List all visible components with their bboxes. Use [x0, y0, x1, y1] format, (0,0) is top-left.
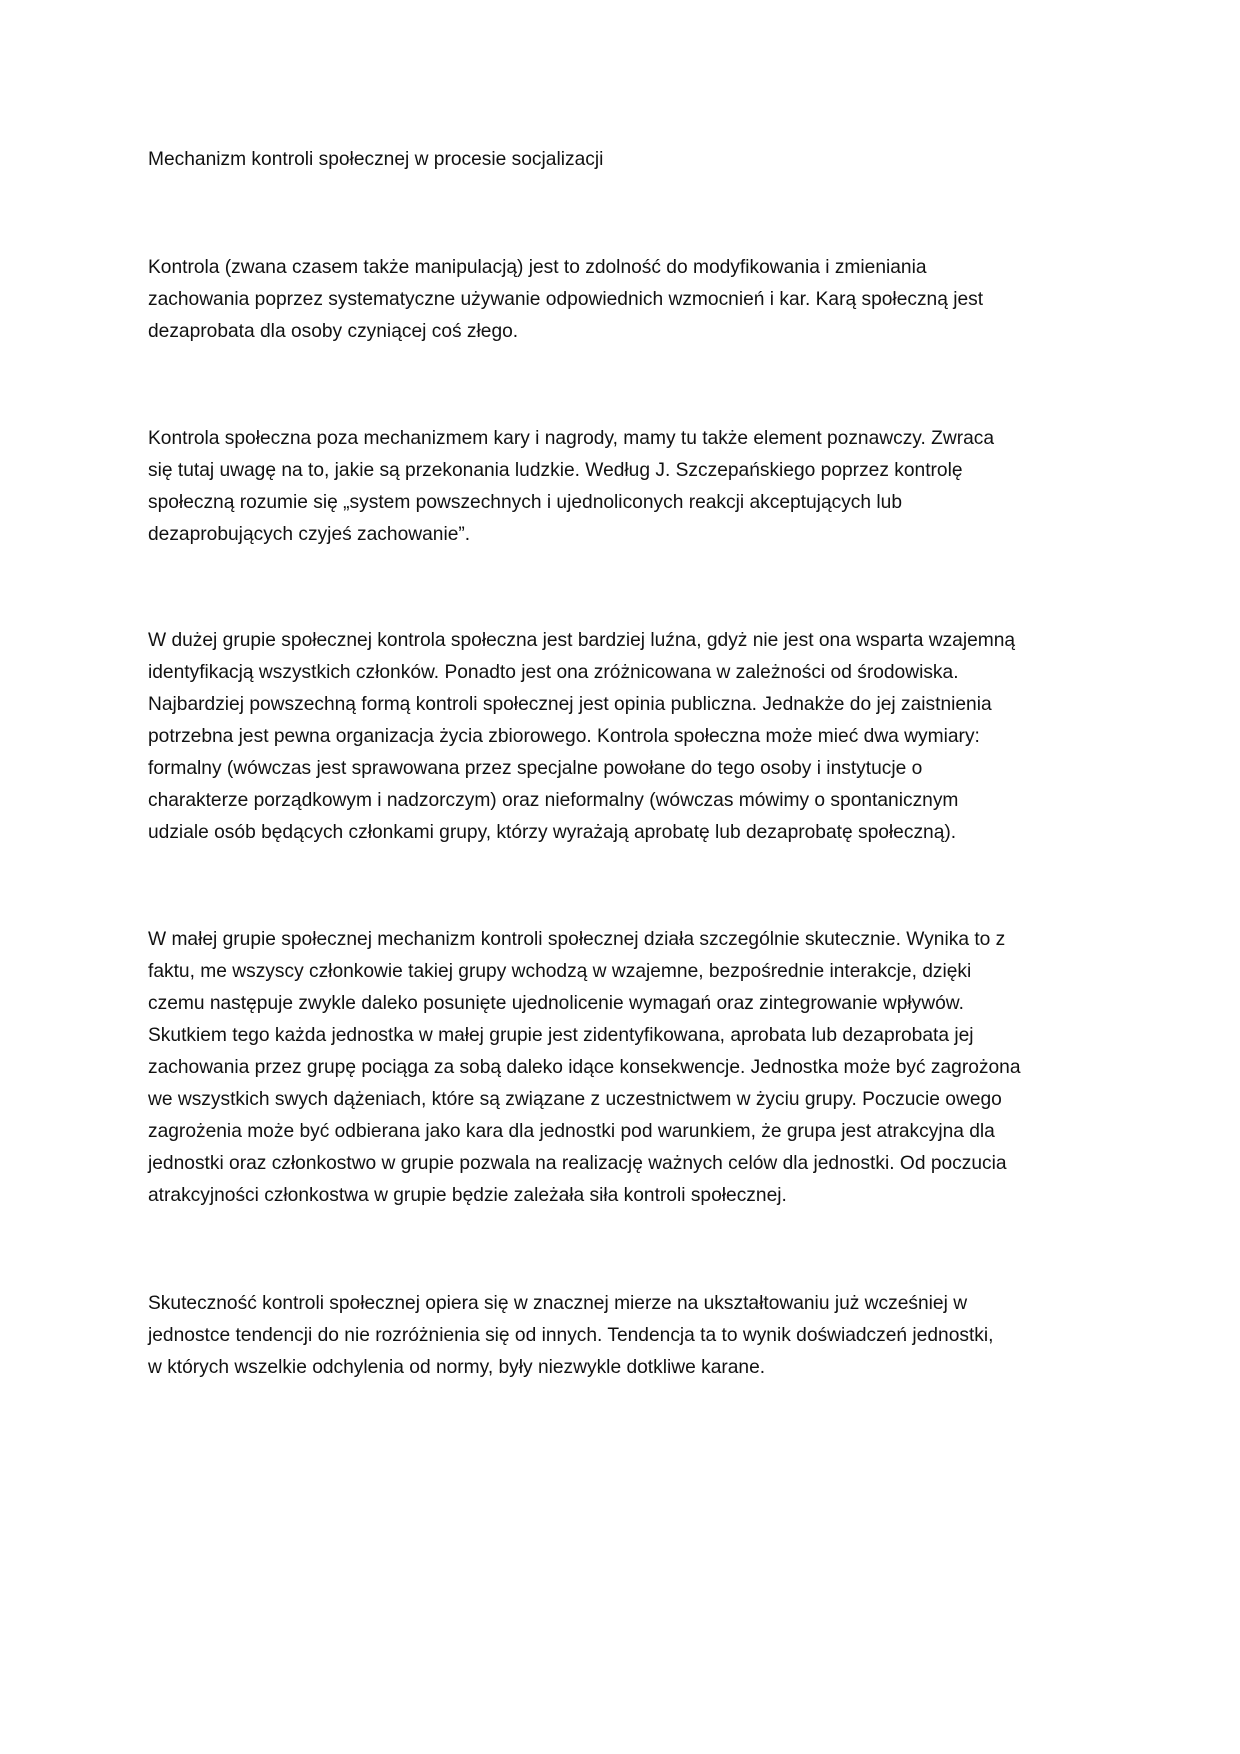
- paragraph-line: we wszystkich swych dążeniach, które są związane z uczestnictwem w życiu grupy. Poczucie owego: [148, 1089, 1002, 1110]
- paragraph-line: identyfikacją wszystkich członków. Ponadto jest ona zróżnicowana w zależności od środowiska.: [148, 662, 959, 683]
- paragraph-line: czemu następuje zwykle daleko posunięte ujednolicenie wymagań oraz zintegrowanie wpływów.: [148, 993, 964, 1014]
- paragraph-line: faktu, me wszyscy członkowie takiej grupy wchodzą w wzajemne, bezpośrednie interakcje, dzięki: [148, 961, 972, 982]
- paragraph-line: W małej grupie społecznej mechanizm kontroli społecznej działa szczególnie skutecznie. Wynika to z: [148, 929, 1006, 950]
- paragraph-line: zachowania poprzez systematyczne używanie odpowiednich wzmocnień i kar. Karą społeczną jest: [148, 289, 984, 310]
- paragraph-line: charakterze porządkowym i nadzorczym) oraz nieformalny (wówczas mówimy o spontanicznym: [148, 790, 959, 811]
- paragraph-line: jednostce tendencji do nie rozróżnienia się od innych. Tendencja ta to wynik doświadczeń jednostki,: [148, 1325, 994, 1346]
- paragraph-line: w których wszelkie odchylenia od normy, były niezwykle dotkliwe karane.: [148, 1357, 766, 1378]
- paragraph-line: Skutkiem tego każda jednostka w małej grupie jest zidentyfikowana, aprobata lub dezaprobata jej: [148, 1025, 974, 1046]
- document-title: Mechanizm kontroli społecznej w procesie socjalizacji: [148, 149, 604, 170]
- paragraph-line: udziale osób będących członkami grupy, którzy wyrażają aprobatę lub dezaprobatę społeczną).: [148, 822, 957, 843]
- paragraph: [148, 625, 1093, 849]
- paragraph-line: dezaprobata dla osoby czyniącej coś złego.: [148, 321, 519, 342]
- paragraph-line: Kontrola (zwana czasem także manipulacją) jest to zdolność do modyfikowania i zmieniania: [148, 257, 927, 278]
- paragraph-line: zagrożenia może być odbierana jako kara dla jednostki pod warunkiem, że grupa jest atrakcyjna dla: [148, 1121, 995, 1142]
- paragraph-line: społeczną rozumie się „system powszechnych i ujednoliconych reakcji akceptujących lub: [148, 492, 902, 513]
- paragraph-line: dezaprobujących czyjeś zachowanie”.: [148, 524, 471, 545]
- paragraph-line: Najbardziej powszechną formą kontroli społecznej jest opinia publiczna. Jednakże do jej zaistnienia: [148, 694, 992, 715]
- paragraph: [148, 252, 1093, 348]
- paragraph: [148, 423, 1093, 551]
- paragraph-line: formalny (wówczas jest sprawowana przez specjalne powołane do tego osoby i instytucje o: [148, 758, 923, 779]
- paragraph-line: Kontrola społeczna poza mechanizmem kary i nagrody, mamy tu także element poznawczy. Zwraca: [148, 428, 995, 449]
- paragraph-line: Skuteczność kontroli społecznej opiera się w znacznej mierze na ukształtowaniu już wcześniej w: [148, 1293, 968, 1314]
- paragraph-line: potrzebna jest pewna organizacja życia zbiorowego. Kontrola społeczna może mieć dwa wymiary:: [148, 726, 980, 747]
- paragraph-line: atrakcyjności członkostwa w grupie będzie zależała siła kontroli społecznej.: [148, 1185, 787, 1206]
- paragraph-line: W dużej grupie społecznej kontrola społeczna jest bardziej luźna, gdyż nie jest ona wsparta wzajemną: [148, 630, 1016, 651]
- paragraph-line: się tutaj uwagę na to, jakie są przekonania ludzkie. Według J. Szczepańskiego poprzez kontrolę: [148, 460, 963, 481]
- paragraph-line: zachowania przez grupę pociąga za sobą daleko idące konsekwencje. Jednostka może być zagrożona: [148, 1057, 1021, 1078]
- paragraph: [148, 1288, 1093, 1384]
- paragraph-line: jednostki oraz członkostwo w grupie pozwala na realizację ważnych celów dla jednostki. Od poczucia: [148, 1153, 1007, 1174]
- paragraph: [148, 924, 1093, 1212]
